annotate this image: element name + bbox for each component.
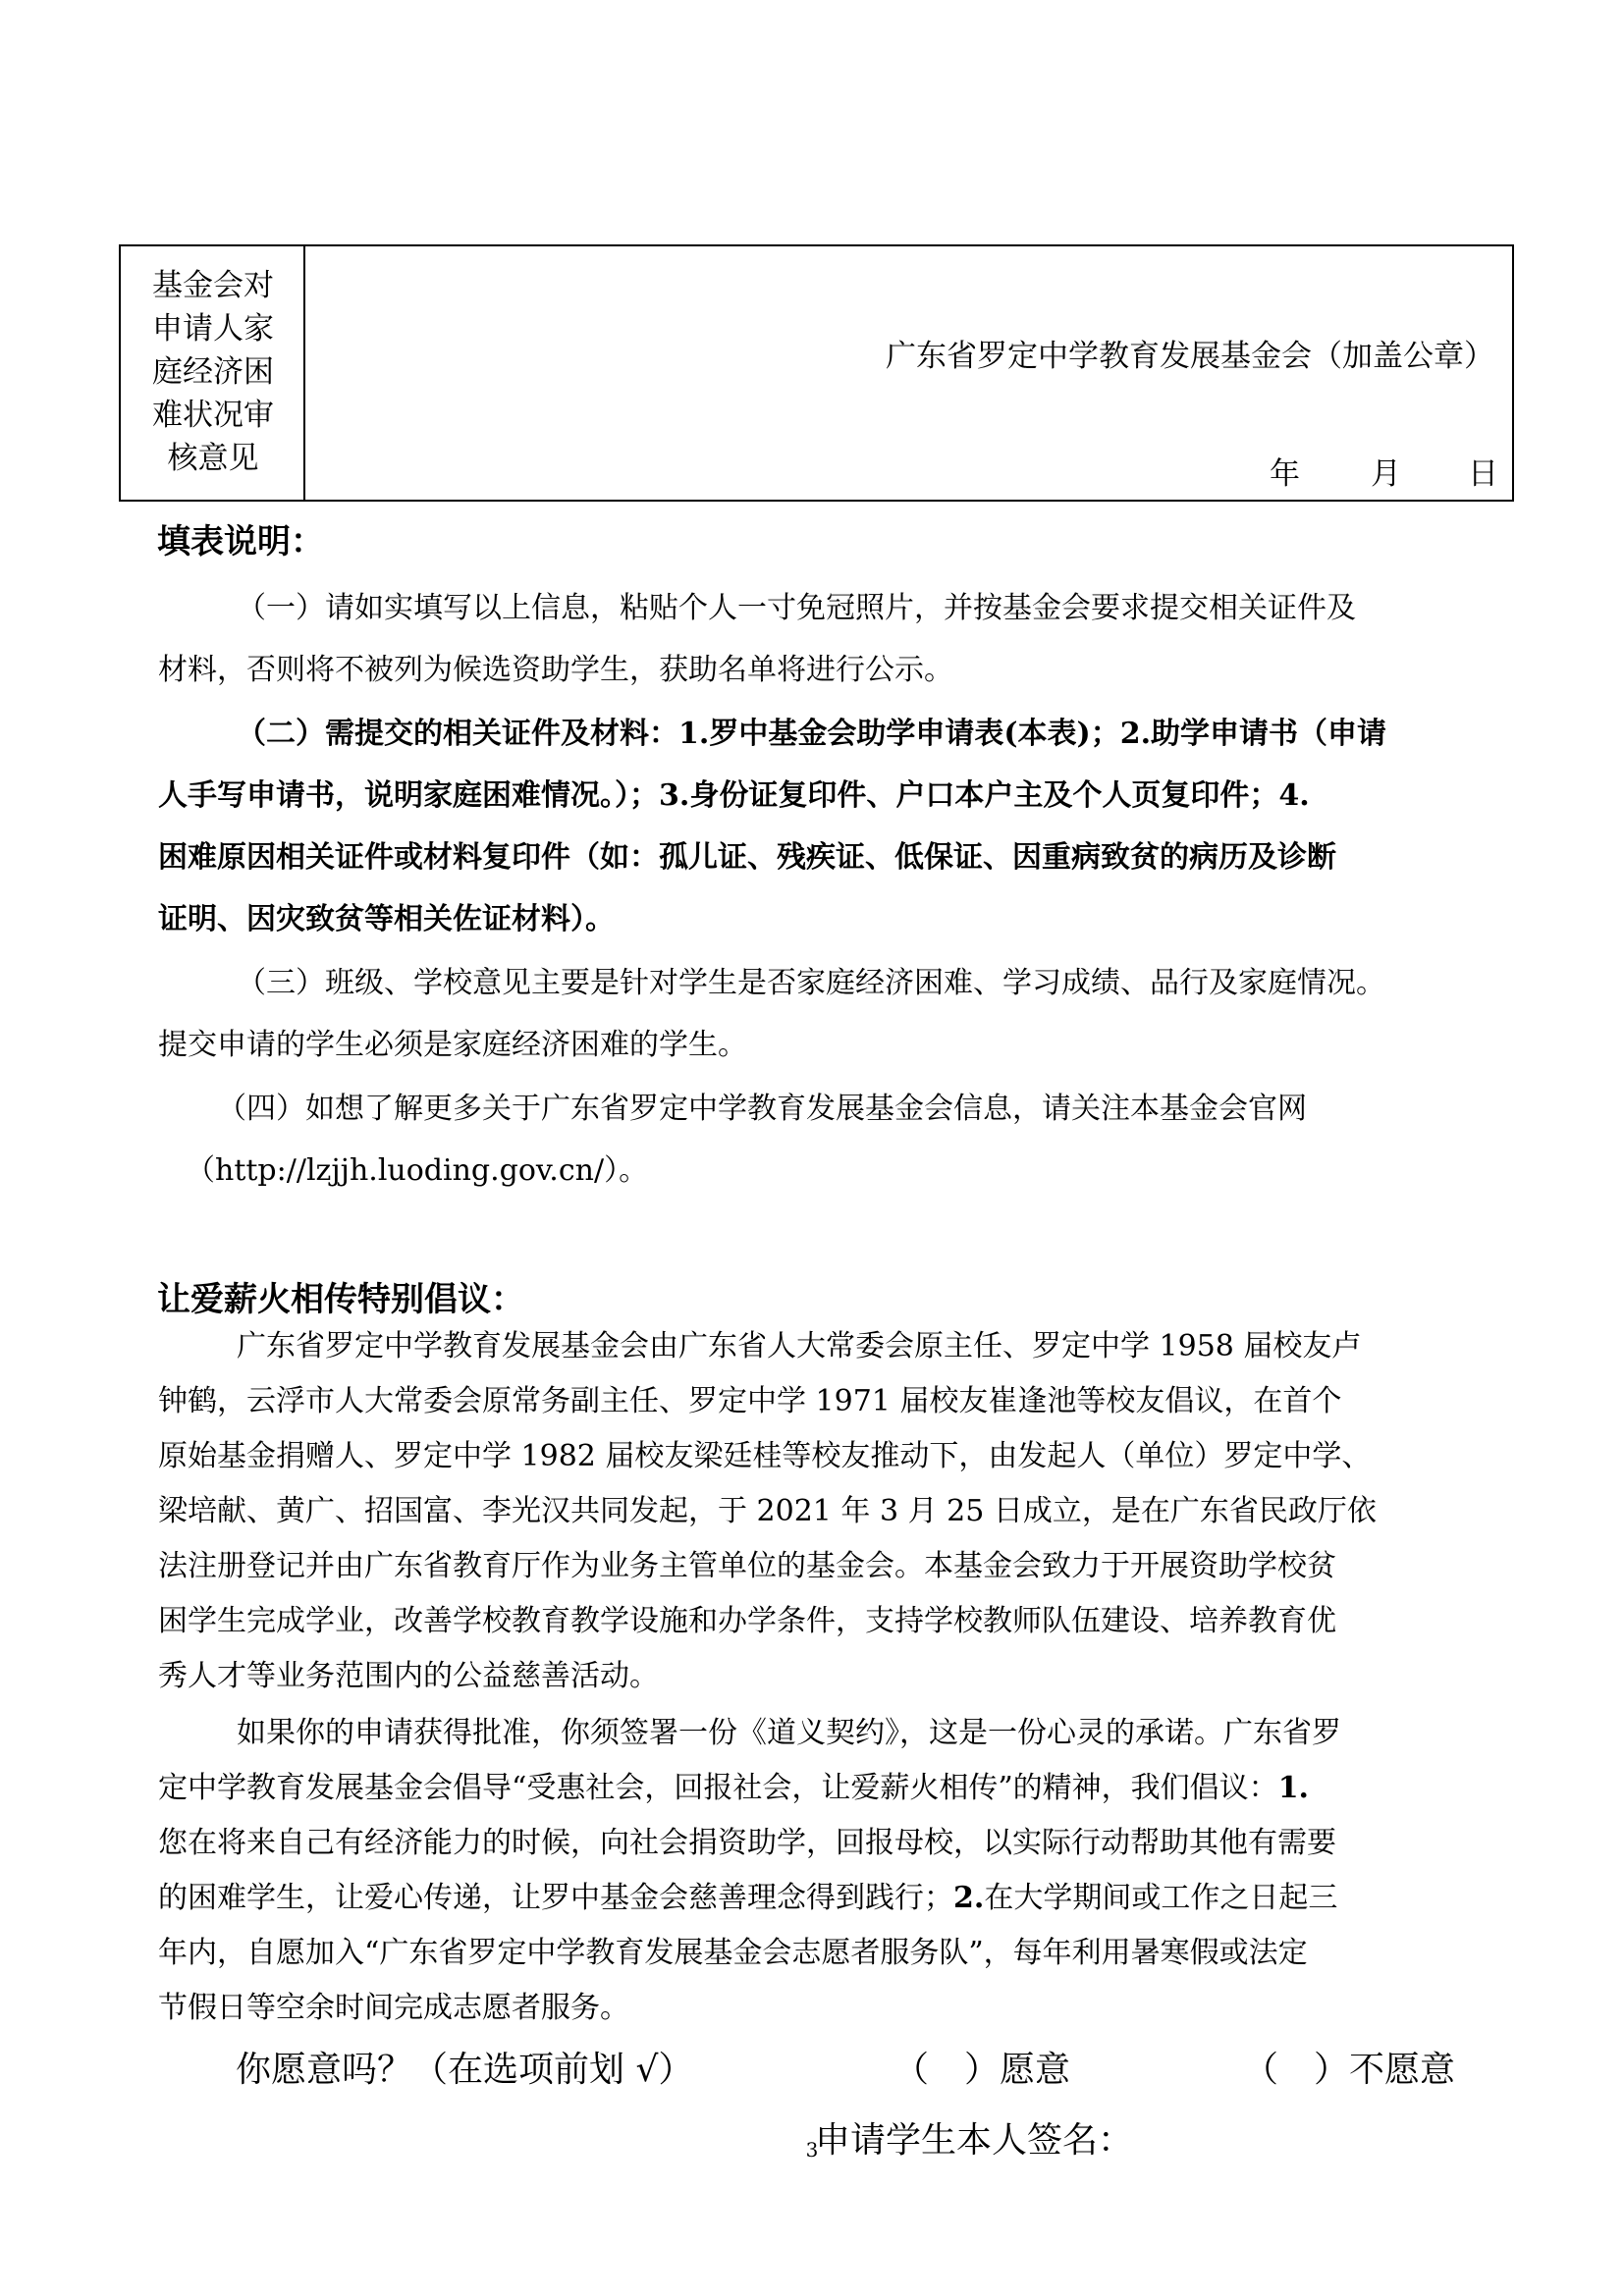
review-label-line: 核意见 [167, 441, 259, 476]
instructions-heading: 填表说明： [157, 522, 324, 561]
consent-question: 你愿意吗？（在选项前划 √） [236, 2050, 694, 2090]
initiative-heading: 让爱薪火相传特别倡议： [157, 1280, 524, 1319]
initiative-point-1-marker: 1. [1277, 1771, 1310, 1805]
initiative-para-1-line: 困学生完成学业，改善学校教育教学设施和办学条件，支持学校教师队伍建设、培养教育优 [158, 1604, 1336, 1638]
initiative-para-2-text: 的困难学生，让爱心传递，让罗中基金会慈善理念得到践行； [158, 1881, 953, 1915]
initiative-para-2-line: 您在将来自己有经济能力的时候，向社会捐资助学，回报母校，以实际行动帮助其他有需要 [158, 1826, 1336, 1860]
initiative-para-2-line: 节假日等空余时间完成志愿者服务。 [158, 1991, 629, 2025]
initiative-para-2-text: 在大学期间或工作之日起三 [984, 1881, 1338, 1915]
date-month: 月 [1371, 456, 1401, 492]
consent-option-yes[interactable]: （ ）愿意 [893, 2050, 1071, 2090]
instruction-item-1-line: （一）请如实填写以上信息，粘贴个人一寸免冠照片，并按基金会要求提交相关证件及 [237, 591, 1356, 625]
review-table [119, 244, 1514, 502]
initiative-para-2-line [158, 1767, 1309, 1810]
instruction-item-4-url: （http://lzjjh.luoding.gov.cn/）。 [186, 1153, 649, 1188]
review-label-line: 难状况审 [152, 398, 274, 433]
initiative-para-1-line: 梁培献、黄广、招国富、李光汉共同发起，于 2021 年 3 月 25 日成立，是在广东省民政厅依 [158, 1494, 1377, 1528]
date-year: 年 [1270, 456, 1300, 492]
foundation-seal-text: 广东省罗定中学教育发展基金会（加盖公章） [886, 339, 1494, 374]
initiative-para-2-line: 如果你的申请获得批准，你须签署一份《道义契约》，这是一份心灵的承诺。广东省罗 [237, 1716, 1341, 1750]
instruction-item-2-line: 证明、因灾致贫等相关佐证材料）。 [158, 902, 615, 936]
instruction-item-2-line: 困难原因相关证件或材料复印件（如：孤儿证、残疾证、低保证、因重病致贫的病历及诊断 [158, 840, 1336, 875]
review-label-cell [121, 246, 305, 500]
review-label-line: 庭经济困 [152, 354, 274, 390]
instruction-item-3-line: （三）班级、学校意见主要是针对学生是否家庭经济困难、学习成绩、品行及家庭情况。 [237, 966, 1385, 1000]
review-label-line: 基金会对 [152, 268, 274, 303]
initiative-para-1-line: 钟鹤，云浮市人大常委会原常务副主任、罗定中学 1971 届校友崔逢池等校友倡议，在首个 [158, 1384, 1342, 1418]
initiative-para-2-line: 年内，自愿加入“广东省罗定中学教育发展基金会志愿者服务队”，每年利用暑寒假或法定 [158, 1936, 1308, 1970]
initiative-para-1-line: 法注册登记并由广东省教育厅作为业务主管单位的基金会。本基金会致力于开展资助学校贫 [158, 1549, 1336, 1583]
instruction-item-2-line: （二）需提交的相关证件及材料：1.罗中基金会助学申请表(本表)；2.助学申请书（申请 [237, 717, 1387, 751]
instruction-item-4-line: （四）如想了解更多关于广东省罗定中学教育发展基金会信息，请关注本基金会官网 [217, 1092, 1307, 1126]
signature-label: 申请学生本人签名： [815, 2120, 1134, 2161]
initiative-para-1-line: 秀人才等业务范围内的公益慈善活动。 [158, 1659, 659, 1693]
instruction-item-2-line: 人手写申请书，说明家庭困难情况。）；3.身份证复印件、户口本户主及个人页复印件；4. [158, 778, 1310, 813]
initiative-para-2-text: 定中学教育发展基金会倡导“受惠社会，回报社会，让爱薪火相传”的精神，我们倡议： [158, 1771, 1278, 1805]
initiative-para-1-line: 广东省罗定中学教育发展基金会由广东省人大常委会原主任、罗定中学 1958 届校友卢 [237, 1329, 1362, 1363]
instruction-item-1-line: 材料，否则将不被列为候选资助学生，获助名单将进行公示。 [158, 653, 953, 687]
instruction-item-3-line: 提交申请的学生必须是家庭经济困难的学生。 [158, 1028, 747, 1062]
initiative-point-2-marker: 2. [953, 1881, 985, 1915]
consent-option-no[interactable]: （ ）不愿意 [1243, 2050, 1456, 2090]
page-number: 3 [805, 2138, 819, 2162]
initiative-para-1-line: 原始基金捐赠人、罗定中学 1982 届校友梁廷桂等校友推动下，由发起人（单位）罗定中学、 [158, 1439, 1372, 1473]
date-day: 日 [1468, 456, 1498, 492]
initiative-para-2-line [158, 1877, 1337, 1920]
review-label-line: 申请人家 [152, 311, 274, 347]
